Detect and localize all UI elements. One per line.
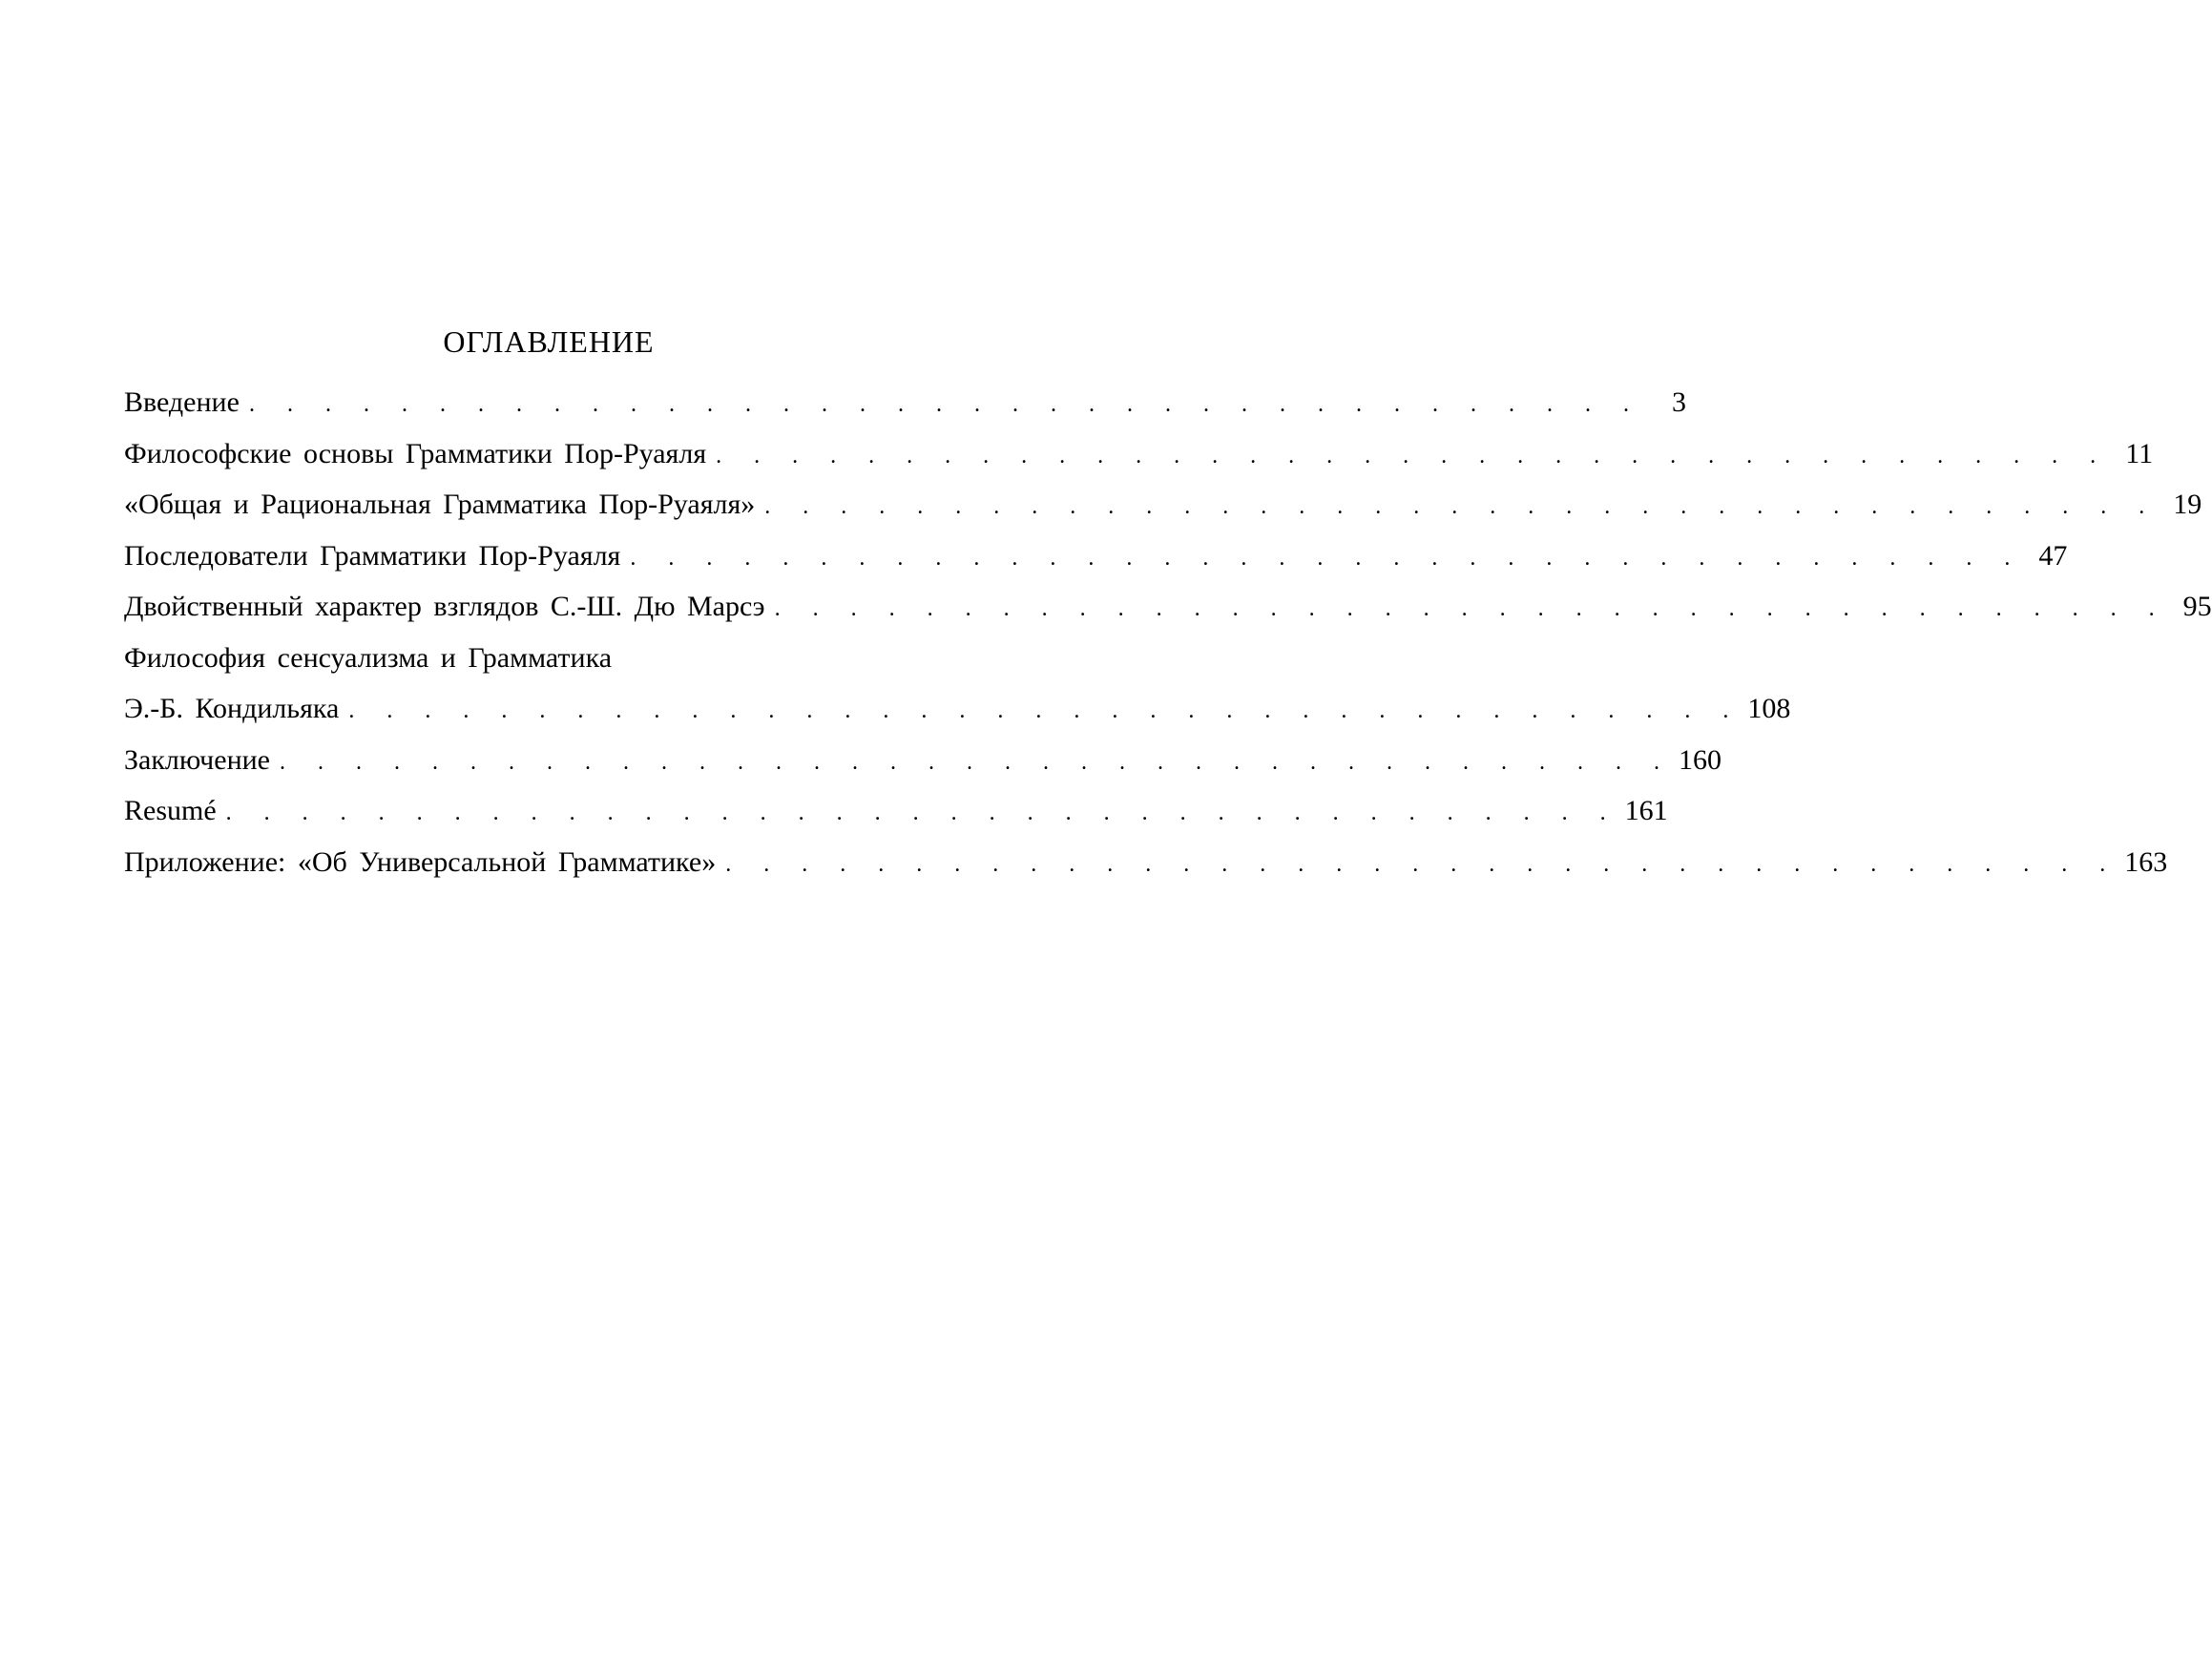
toc-leader-dots: . . . . . . . . . . . . . . . . . . . . . . . . . . . . . . . . . . . . . bbox=[280, 749, 1673, 775]
toc-entry bbox=[124, 537, 2068, 589]
toc-leader-dots: . . . . . . . . . . . . . . . . . . . . . . . . . . . . . . . . . . . . . bbox=[225, 801, 1619, 825]
toc-entry-page: 163 bbox=[2124, 845, 2168, 878]
toc-leader-dots: . . . . . . . . . . . . . . . . . . . . . . . . . . . . . . . . . . . . . bbox=[716, 443, 2110, 469]
toc-entry-page: 19 bbox=[2173, 489, 2202, 520]
toc-leader-dots: . . . . . . . . . . . . . . . . . . . . . . . . . . . . . . . . . . . . . bbox=[630, 545, 2024, 571]
toc-entry-page: 160 bbox=[1679, 743, 1722, 776]
toc-entry-page: 47 bbox=[2038, 539, 2068, 572]
toc-entry-page: 11 bbox=[2125, 437, 2154, 469]
toc-entry-label: «Общая и Рациональная Грамматика Пор-Руаяля» bbox=[124, 489, 756, 520]
toc-entry-label: Философия сенсуализма и Грамматика bbox=[124, 641, 613, 674]
toc-entry bbox=[124, 588, 2212, 639]
toc-entry-page: 108 bbox=[1747, 693, 1791, 724]
toc-entry bbox=[124, 741, 1722, 793]
toc-list bbox=[124, 384, 2212, 894]
toc-entry-label: Заключение bbox=[124, 743, 270, 776]
toc-entry-page: 95 bbox=[2182, 591, 2212, 622]
toc-entry-page: 161 bbox=[1624, 795, 1668, 826]
toc-entry bbox=[124, 690, 1791, 741]
toc-leader-dots: . . . . . . . . . . . . . . . . . . . . . . . . . . . . . . . . . . . . . bbox=[725, 851, 2119, 877]
toc-title: ОГЛАВЛЕНИЕ bbox=[443, 324, 655, 359]
toc-leader-dots: . . . . . . . . . . . . . . . . . . . . . . . . . . . . . . . . . . . . . bbox=[248, 392, 1642, 417]
toc-entry bbox=[124, 792, 1668, 843]
toc-entry-label: Э.-Б. Кондильяка bbox=[124, 693, 340, 724]
toc-entry-page: 3 bbox=[1671, 386, 1686, 418]
toc-entry-label: Двойственный характер взглядов С.-Ш. Дю Марсэ bbox=[124, 591, 765, 622]
toc-leader-dots: . . . . . . . . . . . . . . . . . . . . . . . . . . . . . . . . . . . . . bbox=[348, 698, 1742, 723]
toc-entry bbox=[124, 435, 2154, 487]
toc-entry bbox=[124, 639, 1021, 691]
toc-leader-dots: . . . . . . . . . . . . . . . . . . . . . . . . . . . . . . . . . . . . . bbox=[774, 596, 2168, 621]
toc-entry-label: Приложение: «Об Универсальной Грамматике» bbox=[124, 845, 717, 878]
toc-entry-label: Философские основы Грамматики Пор-Руаяля bbox=[124, 437, 707, 469]
toc-leader-dots: . . . . . . . . . . . . . . . . . . . . . . . . . . . . . . . . . . . . . bbox=[764, 494, 2159, 519]
toc-entry-label: Последователи Грамматики Пор-Руаяля bbox=[124, 539, 621, 572]
toc-entry-label: Введение bbox=[124, 386, 240, 418]
toc-entry-label: Resumé bbox=[124, 795, 217, 826]
toc-entry bbox=[124, 486, 2202, 537]
toc-entry bbox=[124, 843, 2168, 895]
toc-entry bbox=[124, 384, 1686, 435]
